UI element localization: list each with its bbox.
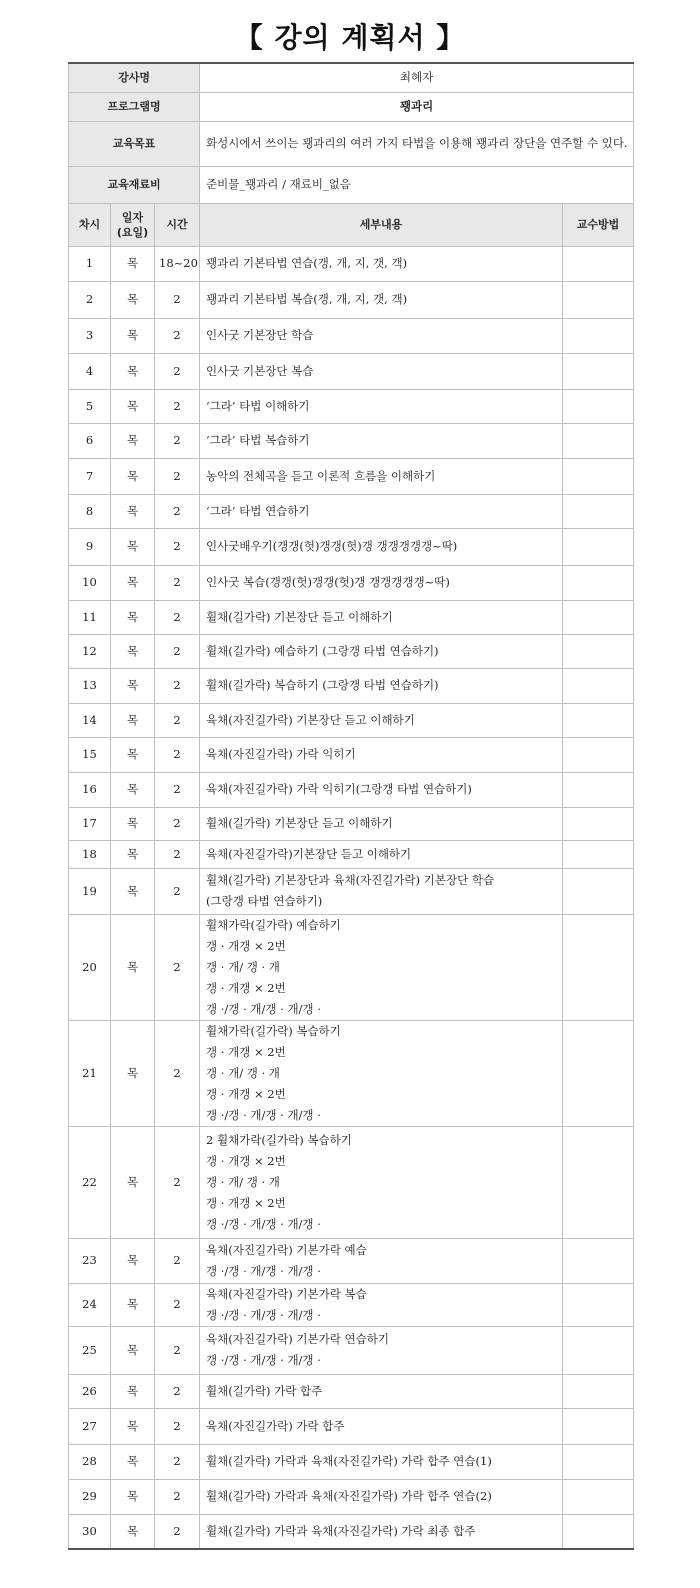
method-cell (563, 703, 634, 737)
method-cell (563, 389, 634, 423)
content-line: 갱 · 개갱 × 2번 (206, 980, 286, 995)
day-cell: 목 (111, 1326, 155, 1374)
session-number: 4 (69, 353, 111, 389)
content-line: ‘그라’ 타법 연습하기 (206, 503, 310, 518)
time-cell: 2 (155, 494, 200, 528)
day-cell: 목 (111, 840, 155, 868)
table-row (69, 494, 634, 528)
table-row (69, 281, 634, 318)
content-cell (200, 1326, 563, 1374)
content-cell (200, 318, 563, 353)
session-number: 2 (69, 281, 111, 318)
time-cell: 18~20 (155, 246, 200, 281)
day-cell: 목 (111, 600, 155, 634)
day-cell: 목 (111, 807, 155, 840)
content-line: 휠채가락(길가락) 예습하기 (206, 917, 341, 932)
time-cell: 2 (155, 1326, 200, 1374)
session-number: 14 (69, 703, 111, 737)
session-number: 21 (69, 1020, 111, 1126)
method-cell (563, 1020, 634, 1126)
time-cell: 2 (155, 423, 200, 458)
method-cell (563, 1479, 634, 1514)
lecture-plan-table (68, 62, 634, 1550)
instructor-row (69, 63, 634, 92)
time-cell: 2 (155, 600, 200, 634)
date-header (111, 203, 155, 246)
content-cell (200, 1479, 563, 1514)
session-number: 3 (69, 318, 111, 353)
content-line: 갱 · 개갱 × 2번 (206, 1086, 286, 1101)
day-cell: 목 (111, 494, 155, 528)
time-cell: 2 (155, 318, 200, 353)
time-cell: 2 (155, 1020, 200, 1126)
table-row (69, 634, 634, 668)
table-row (69, 772, 634, 807)
content-line: 갱 · 개갱 × 2번 (206, 1195, 286, 1210)
content-line: 갱 · 개갱 × 2번 (206, 1044, 286, 1059)
content-line: 육채(자진길가락) 가락 익히기 (206, 747, 356, 761)
content-cell (200, 1238, 563, 1283)
session-number: 8 (69, 494, 111, 528)
content-cell (200, 528, 563, 565)
time-cell: 2 (155, 1514, 200, 1549)
day-cell: 목 (111, 318, 155, 353)
session-number: 7 (69, 458, 111, 494)
table-row (69, 600, 634, 634)
content-cell (200, 600, 563, 634)
time-cell: 2 (155, 668, 200, 703)
session-number: 10 (69, 565, 111, 600)
content-cell (200, 1408, 563, 1444)
time-cell: 2 (155, 840, 200, 868)
content-header: 세부내용 (200, 203, 563, 246)
content-cell (200, 772, 563, 807)
method-cell (563, 494, 634, 528)
content-line: 갱 ·/갱 · 개/갱 · 개/갱 · (206, 1353, 321, 1367)
content-line: 꽹과리 기본타법 연습(갱, 개, 지, 갯, 객) (206, 256, 408, 270)
table-row (69, 840, 634, 868)
content-line: 갱 ·/갱 · 개/갱 · 개/갱 · (206, 1001, 321, 1016)
time-cell: 2 (155, 1238, 200, 1283)
time-cell: 2 (155, 1479, 200, 1514)
time-cell: 2 (155, 565, 200, 600)
time-cell: 2 (155, 458, 200, 494)
time-cell: 2 (155, 1444, 200, 1479)
table-row (69, 668, 634, 703)
content-line: 갱 ·/갱 · 개/갱 · 개/갱 · (206, 1216, 321, 1231)
method-cell (563, 840, 634, 868)
time-cell: 2 (155, 868, 200, 914)
method-cell (563, 281, 634, 318)
content-line: 휠채(길가락) 기본장단 듣고 이해하기 (206, 816, 393, 830)
table-row (69, 1126, 634, 1238)
time-cell: 2 (155, 1126, 200, 1238)
day-cell: 목 (111, 353, 155, 389)
time-cell: 2 (155, 772, 200, 807)
content-line: 휠채(길가락) 가락과 육채(자진길가락) 가락 합주 연습(2) (206, 1489, 492, 1503)
method-cell (563, 668, 634, 703)
session-number: 29 (69, 1479, 111, 1514)
content-cell (200, 840, 563, 868)
goal-row (69, 121, 634, 166)
goal-value: 화성시에서 쓰이는 꽹과리의 여러 가지 타법을 이용해 꽹과리 장단을 연주할 수 있다. (200, 121, 634, 166)
day-cell: 목 (111, 1408, 155, 1444)
day-cell: 목 (111, 423, 155, 458)
session-number: 16 (69, 772, 111, 807)
method-cell (563, 1126, 634, 1238)
content-line: 인사굿배우기(갱갱(헛)갱갱(헛)갱 갱갱갱갱갱~딱) (206, 539, 458, 553)
material-value: 준비물_꽹과리 / 재료비_없음 (200, 166, 634, 203)
program-value: 꽹과리 (200, 92, 634, 121)
table-row (69, 423, 634, 458)
method-cell (563, 634, 634, 668)
content-line: ‘그라’ 타법 복습하기 (206, 433, 310, 447)
session-number: 13 (69, 668, 111, 703)
session-number: 24 (69, 1283, 111, 1326)
table-row (69, 389, 634, 423)
goal-label: 교육목표 (69, 121, 200, 166)
table-row (69, 868, 634, 914)
time-cell: 2 (155, 389, 200, 423)
content-cell (200, 494, 563, 528)
table-row (69, 1020, 634, 1126)
table-row (69, 1374, 634, 1408)
time-cell: 2 (155, 807, 200, 840)
content-line: 휠채(길가락) 가락과 육채(자진길가락) 가락 최종 합주 (206, 1523, 476, 1538)
time-cell: 2 (155, 703, 200, 737)
day-cell: 목 (111, 1126, 155, 1238)
day-cell: 목 (111, 1444, 155, 1479)
table-row (69, 914, 634, 1020)
table-row (69, 353, 634, 389)
method-cell (563, 318, 634, 353)
content-cell (200, 1514, 563, 1549)
content-line: 갱 · 개/ 갱 · 개 (206, 1065, 280, 1080)
table-row (69, 1283, 634, 1326)
day-cell: 목 (111, 703, 155, 737)
table-row (69, 703, 634, 737)
content-line: 갱 ·/갱 · 개/갱 · 개/갱 · (206, 1107, 321, 1122)
content-cell (200, 1126, 563, 1238)
day-cell: 목 (111, 458, 155, 494)
content-line: 휠채(길가락) 기본장단과 육채(자진길가락) 기본장단 학습 (206, 873, 495, 887)
time-cell: 2 (155, 1408, 200, 1444)
day-cell: 목 (111, 389, 155, 423)
content-cell (200, 281, 563, 318)
session-number: 18 (69, 840, 111, 868)
content-line: 꽹과리 기본타법 복습(갱, 개, 지, 갯, 객) (206, 292, 408, 306)
table-row (69, 246, 634, 281)
content-line: 휠채(길가락) 기본장단 듣고 이해하기 (206, 609, 393, 624)
method-cell (563, 1374, 634, 1408)
day-cell: 목 (111, 737, 155, 772)
time-header: 시간 (155, 203, 200, 246)
content-line: 육채(자진길가락)기본장단 듣고 이해하기 (206, 846, 412, 861)
content-cell (200, 353, 563, 389)
session-number: 23 (69, 1238, 111, 1283)
method-cell (563, 772, 634, 807)
content-line: 농악의 전체곡을 듣고 이론적 흐름을 이해하기 (206, 468, 436, 483)
session-number: 17 (69, 807, 111, 840)
table-row (69, 1326, 634, 1374)
content-line: 육채(자진길가락) 기본가락 연습하기 (206, 1332, 389, 1346)
day-cell: 목 (111, 565, 155, 600)
day-cell: 목 (111, 914, 155, 1020)
table-row (69, 565, 634, 600)
session-number: 25 (69, 1326, 111, 1374)
day-cell: 목 (111, 1514, 155, 1549)
session-number: 9 (69, 528, 111, 565)
content-line: 갱 · 개/ 갱 · 개 (206, 959, 280, 974)
method-cell (563, 807, 634, 840)
table-row (69, 1408, 634, 1444)
content-cell (200, 868, 563, 914)
content-line: 갱 · 개갱 × 2번 (206, 938, 286, 953)
content-line: 휠채(길가락) 예습하기 (그랑갱 타법 연습하기) (206, 643, 439, 658)
content-cell (200, 1283, 563, 1326)
content-line: 인사굿 복습(갱갱(헛)갱갱(헛)갱 갱갱갱갱갱~딱) (206, 575, 450, 589)
method-cell (563, 1408, 634, 1444)
session-number: 20 (69, 914, 111, 1020)
content-cell (200, 246, 563, 281)
day-cell: 목 (111, 868, 155, 914)
content-cell (200, 1374, 563, 1408)
time-cell: 2 (155, 281, 200, 318)
session-header: 차시 (69, 203, 111, 246)
day-cell: 목 (111, 772, 155, 807)
session-number: 26 (69, 1374, 111, 1408)
content-line: 휠채(길가락) 복습하기 (그랑갱 타법 연습하기) (206, 678, 439, 692)
material-label: 교육재료비 (69, 166, 200, 203)
session-number: 6 (69, 423, 111, 458)
method-cell (563, 1326, 634, 1374)
material-row (69, 166, 634, 203)
content-cell (200, 565, 563, 600)
date-header-line1: 일자 (121, 210, 144, 224)
content-line: 휠채(길가락) 가락 합주 (206, 1383, 323, 1398)
content-line: 육채(자진길가락) 기본장단 듣고 이해하기 (206, 712, 415, 727)
session-number: 1 (69, 246, 111, 281)
content-line: 휠채가락(길가락) 복습하기 (206, 1023, 341, 1038)
table-row (69, 528, 634, 565)
method-cell (563, 1444, 634, 1479)
page-title: 【 강의 계획서 】 (234, 21, 466, 54)
content-line: 갱 ·/갱 · 개/갱 · 개/갱 · (206, 1263, 321, 1278)
day-cell: 목 (111, 281, 155, 318)
table-row (69, 1238, 634, 1283)
program-row (69, 92, 634, 121)
content-cell (200, 389, 563, 423)
content-cell (200, 423, 563, 458)
day-cell: 목 (111, 634, 155, 668)
table-row (69, 807, 634, 840)
table-row (69, 737, 634, 772)
table-row (69, 1514, 634, 1549)
day-cell: 목 (111, 1238, 155, 1283)
session-number: 30 (69, 1514, 111, 1549)
method-cell (563, 868, 634, 914)
content-line: 육채(자진길가락) 기본가락 복습 (206, 1286, 367, 1301)
day-cell: 목 (111, 246, 155, 281)
time-cell: 2 (155, 914, 200, 1020)
table-row (69, 318, 634, 353)
method-cell (563, 565, 634, 600)
time-cell: 2 (155, 737, 200, 772)
schedule-header-row (69, 203, 634, 246)
day-cell: 목 (111, 528, 155, 565)
time-cell: 2 (155, 1283, 200, 1326)
instructor-value: 최혜자 (200, 63, 634, 92)
content-line: 휠채(길가락) 가락과 육채(자진길가락) 가락 합주 연습(1) (206, 1454, 492, 1468)
method-header: 교수방법 (563, 203, 634, 246)
content-cell (200, 1020, 563, 1126)
content-line: 갱 · 개/ 갱 · 개 (206, 1174, 280, 1189)
content-line: 육채(자진길가락) 가락 합주 (206, 1418, 345, 1433)
content-cell (200, 668, 563, 703)
content-cell (200, 1444, 563, 1479)
content-line: ‘그라’ 타법 이해하기 (206, 398, 310, 413)
day-cell: 목 (111, 1479, 155, 1514)
method-cell (563, 528, 634, 565)
time-cell: 2 (155, 528, 200, 565)
content-cell (200, 703, 563, 737)
content-line: 2 휠채가락(길가락) 복습하기 (206, 1132, 352, 1147)
content-line: 갱 ·/갱 · 개/갱 · 개/갱 · (206, 1307, 321, 1322)
content-cell (200, 914, 563, 1020)
method-cell (563, 246, 634, 281)
session-number: 28 (69, 1444, 111, 1479)
method-cell (563, 1238, 634, 1283)
instructor-label: 강사명 (69, 63, 200, 92)
method-cell (563, 353, 634, 389)
session-number: 15 (69, 737, 111, 772)
table-row (69, 458, 634, 494)
session-number: 5 (69, 389, 111, 423)
content-cell (200, 458, 563, 494)
content-line: 인사굿 기본장단 학습 (206, 328, 314, 342)
method-cell (563, 1514, 634, 1549)
content-cell (200, 807, 563, 840)
table-row (69, 1479, 634, 1514)
content-line: 육채(자진길가락) 가락 익히기(그랑갱 타법 연습하기) (206, 782, 472, 796)
content-line: 갱 · 개갱 × 2번 (206, 1153, 286, 1168)
session-number: 12 (69, 634, 111, 668)
session-number: 11 (69, 600, 111, 634)
time-cell: 2 (155, 634, 200, 668)
time-cell: 2 (155, 353, 200, 389)
method-cell (563, 1283, 634, 1326)
day-cell: 목 (111, 668, 155, 703)
session-number: 27 (69, 1408, 111, 1444)
method-cell (563, 423, 634, 458)
content-line: 육채(자진길가락) 기본가락 예습 (206, 1242, 367, 1257)
date-header-line2: (요일) (116, 225, 149, 239)
day-cell: 목 (111, 1020, 155, 1126)
program-label: 프로그램명 (69, 92, 200, 121)
content-cell (200, 634, 563, 668)
content-line: 인사굿 기본장단 복습 (206, 363, 314, 378)
method-cell (563, 914, 634, 1020)
day-cell: 목 (111, 1283, 155, 1326)
method-cell (563, 458, 634, 494)
content-line: (그랑갱 타법 연습하기) (206, 894, 323, 908)
day-cell: 목 (111, 1374, 155, 1408)
session-number: 19 (69, 868, 111, 914)
method-cell (563, 737, 634, 772)
method-cell (563, 600, 634, 634)
content-cell (200, 737, 563, 772)
time-cell: 2 (155, 1374, 200, 1408)
session-number: 22 (69, 1126, 111, 1238)
table-row (69, 1444, 634, 1479)
